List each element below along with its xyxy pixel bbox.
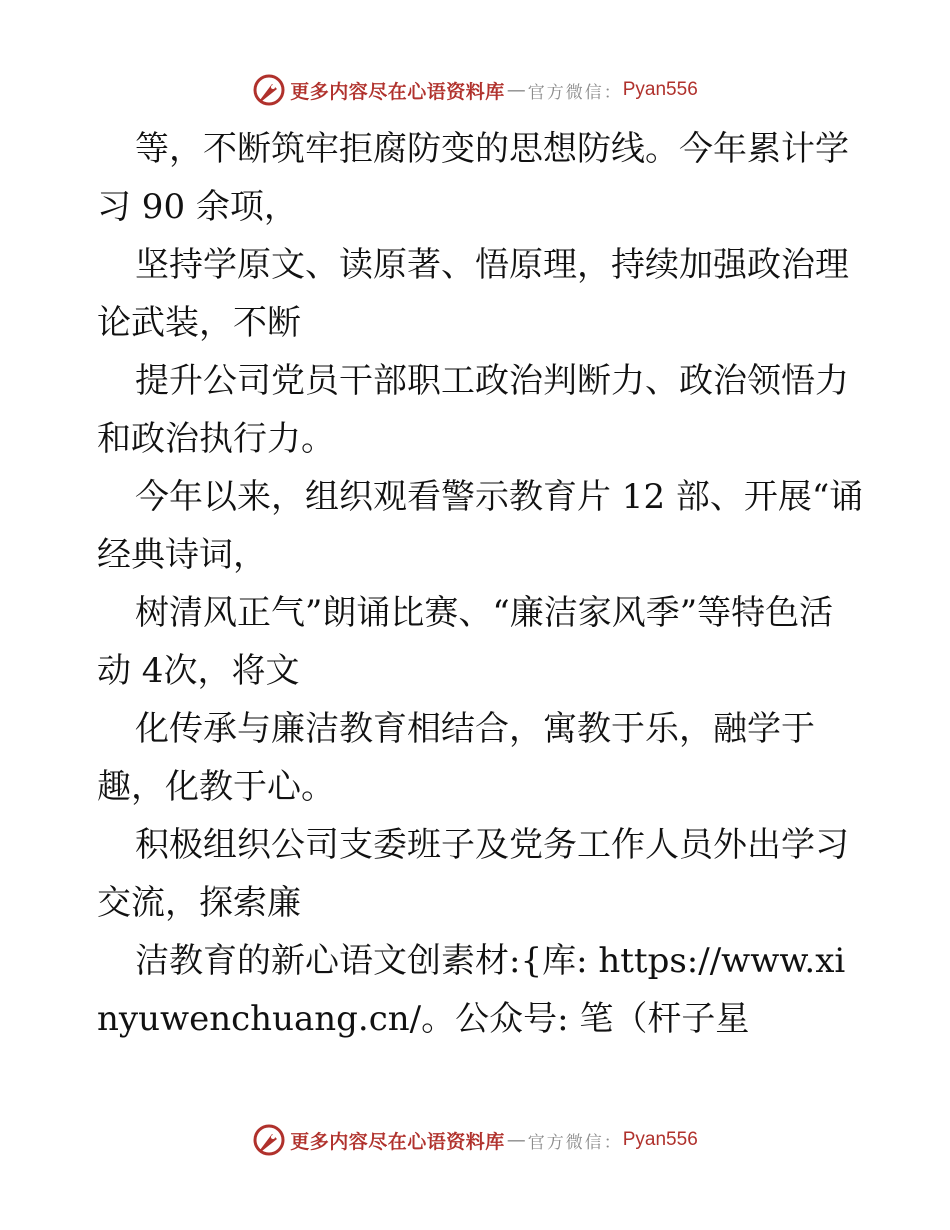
paragraph: 积极组织公司支委班子及党务工作人员外出学习交流，探索廉 xyxy=(97,825,849,923)
paragraph: 提升公司党员干部职工政治判断力、政治领悟力和政治执行力。 xyxy=(97,361,849,459)
header-site-text: 更多内容尽在心语资料库 xyxy=(290,80,505,103)
paragraph: 树清风正气”朗诵比赛、“廉洁家风季”等特色活动 4次，将文 xyxy=(97,593,834,691)
pen-nib-logo-icon xyxy=(252,73,286,107)
header-wechat-id: Pyan556 xyxy=(622,79,698,100)
paragraph: 化传承与廉洁教育相结合，寓教于乐，融学于趣，化教于心。 xyxy=(97,709,815,807)
footer-wechat-label: 官方微信： xyxy=(527,1132,623,1153)
footer-banner xyxy=(0,1120,950,1160)
header-wechat-label: 官方微信： xyxy=(527,82,623,103)
body-text xyxy=(97,120,867,1048)
header-dash: — xyxy=(506,79,526,101)
paragraph: 洁教育的新心语文创素材:{库: https://www.xinyuwenchuang.cn/。公众号: 笔（杆子星 xyxy=(97,941,846,1039)
header-banner xyxy=(0,70,950,110)
footer-dash: — xyxy=(506,1129,526,1151)
paragraph: 今年以来，组织观看警示教育片 12 部、开展“诵经典诗词， xyxy=(97,477,864,575)
footer-site-text: 更多内容尽在心语资料库 xyxy=(290,1130,505,1153)
pen-nib-logo-icon xyxy=(252,1123,286,1157)
paragraph: 坚持学原文、读原著、悟原理，持续加强政治理论武装，不断 xyxy=(97,245,849,343)
footer-wechat-id: Pyan556 xyxy=(622,1129,698,1150)
paragraph: 等，不断筑牢拒腐防变的思想防线。今年累计学习 90 余项， xyxy=(97,129,849,227)
